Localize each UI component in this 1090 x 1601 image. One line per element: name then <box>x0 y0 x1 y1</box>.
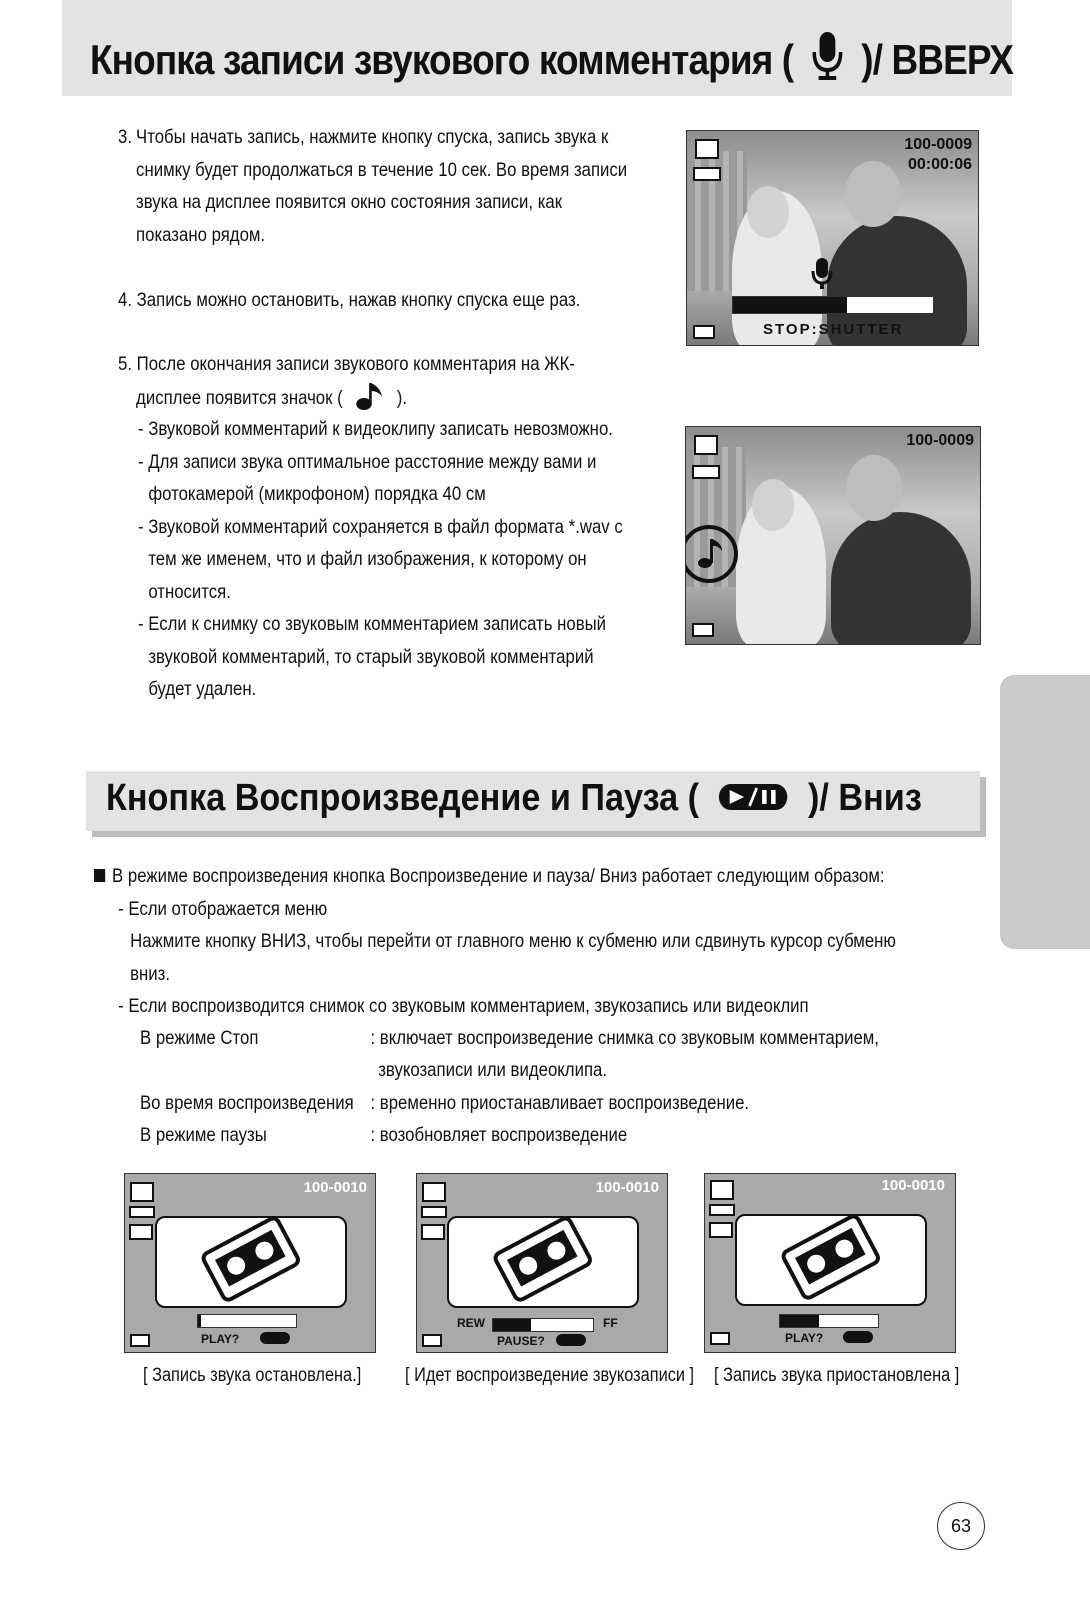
battery-icon <box>129 1206 155 1218</box>
progress-fill <box>780 1315 819 1327</box>
bullet-icon <box>94 869 105 882</box>
note-item: - Для записи звука оптимальное расстояние между вами и фотокамерой (микрофоном) порядка 40 см <box>138 450 597 505</box>
cassette-icon <box>157 1218 341 1302</box>
caption-play: [ Идет воспроизведение звукозаписи ] <box>405 1365 695 1386</box>
cassette-icon <box>737 1216 921 1300</box>
playback-progress-bar <box>492 1318 594 1332</box>
play-pause-icon <box>260 1332 290 1344</box>
caption-pause: [ Запись звука приостановлена ] <box>714 1365 960 1386</box>
play-pause-icon <box>718 782 790 812</box>
cassette-window <box>447 1216 639 1308</box>
step-5: 5. После окончания записи звукового комментария на ЖК- дисплее появится значок ( ). <box>118 353 576 409</box>
recording-screen: 100-0009 00:00:06 STOP:SHUTTER <box>686 130 979 346</box>
cassette-window <box>735 1214 927 1306</box>
section-header <box>86 771 980 831</box>
groom-head <box>845 161 901 227</box>
page-title: Кнопка записи звукового комментария ( )/ ВВЕРХ <box>90 30 1013 84</box>
groom-head <box>846 455 902 521</box>
mode-table <box>140 1022 879 1151</box>
cassette-window <box>155 1216 347 1308</box>
battery-icon <box>709 1204 735 1216</box>
play-mode-icon <box>710 1180 734 1200</box>
memory-icon <box>422 1334 442 1347</box>
mode-row: В режиме паузы : возобновляет воспроизведение <box>140 1124 628 1146</box>
bride-head <box>747 186 789 238</box>
section-title: Кнопка Воспроизведение и Пауза ( )/ Вниз <box>106 777 922 819</box>
memory-icon <box>130 1334 150 1347</box>
music-note-icon <box>353 381 387 411</box>
voice-icon <box>421 1224 445 1240</box>
voice-memo-screen: 100-0009 <box>685 426 981 645</box>
cassette-screen-pause: 100-0010 PLAY? <box>704 1173 956 1353</box>
groom-figure <box>831 512 971 645</box>
memory-icon <box>692 623 714 637</box>
cassette-screen-play: 100-0010 REW FF PAUSE? <box>416 1173 668 1353</box>
music-note-icon <box>685 523 740 585</box>
battery-icon <box>692 465 720 479</box>
voice-icon <box>709 1222 733 1238</box>
voice-icon <box>129 1224 153 1240</box>
microphone-icon <box>811 257 833 291</box>
note-item: - Звуковой комментарий сохраняется в файл формата *.wav с тем же именем, что и файл изображения, к которому он относится. <box>138 515 623 603</box>
step-4: 4. Запись можно остановить, нажав кнопку спуска еще раз. <box>118 289 581 311</box>
memory-icon <box>693 325 715 339</box>
mode-row: В режиме Стоп : включает воспроизведение снимка со звуковым комментарием, звукозаписи или видеоклипа. <box>140 1027 879 1081</box>
progress-fill <box>198 1315 201 1327</box>
chapter-tab <box>1000 675 1090 949</box>
playback-progress-bar <box>779 1314 879 1328</box>
progress-fill <box>733 297 847 313</box>
play-mode-icon <box>422 1182 446 1202</box>
cassette-icon <box>449 1218 633 1302</box>
page-number: 63 <box>937 1502 985 1550</box>
play-mode-icon <box>695 139 719 159</box>
cassette-screen-stop: 100-0010 PLAY? <box>124 1173 376 1353</box>
battery-icon <box>421 1206 447 1218</box>
play-pause-icon <box>556 1334 586 1346</box>
play-pause-icon <box>843 1331 873 1343</box>
memory-icon <box>710 1332 730 1345</box>
microphone-icon <box>808 30 847 82</box>
mode-row: Во время воспроизведения : временно приостанавливает воспроизведение. <box>140 1092 750 1114</box>
progress-fill <box>493 1319 531 1331</box>
description-block: В режиме воспроизведения кнопка Воспроизведение и пауза/ Вниз работает следующим образом: - Если отображается меню Нажмите кнопку ВНИЗ, чтобы перейти от главного меню к субменю или сдвинуть курсор субменю вниз. - Если воспроизводится снимок со звуковым комментарием, звукозапись или видеоклип <box>94 860 896 1023</box>
battery-icon <box>693 167 721 181</box>
stop-shutter-label: STOP:SHUTTER <box>763 321 904 338</box>
play-mode-icon <box>130 1182 154 1202</box>
page-header <box>62 0 1012 96</box>
bride-head <box>752 479 794 531</box>
caption-stop: [ Запись звука остановлена.] <box>143 1365 362 1386</box>
play-mode-icon <box>694 435 718 455</box>
notes-list <box>138 413 623 706</box>
recording-progress-bar <box>732 296 934 314</box>
note-item: - Если к снимку со звуковым комментарием записать новый звуковой комментарий, то старый звуковой комментарий будет удален. <box>138 613 607 700</box>
note-item: - Звуковой комментарий к видеоклипу записать невозможно. <box>138 418 613 440</box>
playback-progress-bar <box>197 1314 297 1328</box>
